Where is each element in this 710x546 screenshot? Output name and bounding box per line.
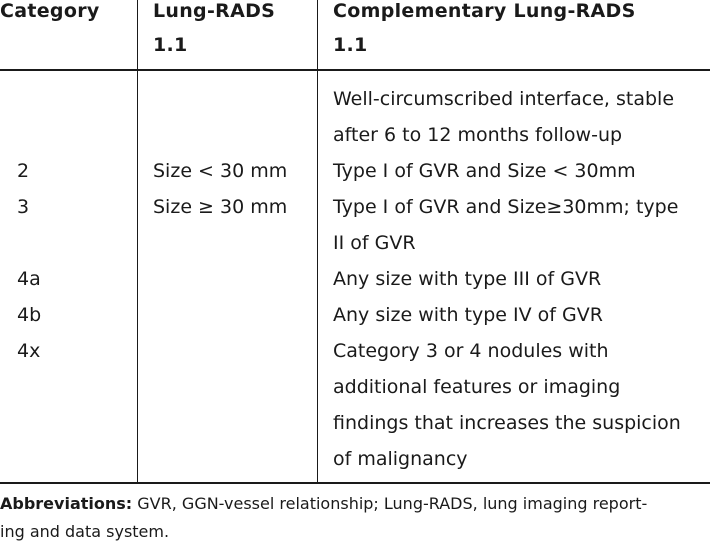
header-category: Category	[0, 0, 100, 22]
row-2-criteria-line1: Type I of GVR and Size≥30mm; type	[333, 196, 679, 218]
row-4-criteria: Any size with type IV of GVR	[333, 304, 603, 326]
row-1-size: Size < 30 mm	[153, 160, 288, 182]
header-lung-rads	[153, 0, 275, 62]
table-bottom-rule	[0, 482, 710, 484]
footnote-line1	[0, 490, 706, 518]
header-lung-rads-line2: 1.1	[153, 34, 188, 56]
row-5-criteria-line2: additional features or imaging	[333, 376, 621, 398]
footnote-label: Abbreviations:	[0, 494, 133, 513]
row-2-criteria-line2: II of GVR	[333, 232, 416, 254]
row-5-criteria-line4: of malignancy	[333, 448, 468, 470]
row-4-category: 4b	[17, 304, 42, 326]
row-5-criteria	[333, 333, 681, 477]
header-complementary-line1: Complementary Lung-RADS	[333, 0, 636, 22]
row-2-category: 3	[17, 196, 30, 218]
footnote	[0, 490, 706, 546]
row-3-criteria: Any size with type III of GVR	[333, 268, 602, 290]
row-1-category: 2	[17, 160, 30, 182]
row-5-category: 4x	[17, 340, 41, 362]
row-5-criteria-line3: findings that increases the suspicion	[333, 412, 681, 434]
row-5-criteria-line1: Category 3 or 4 nodules with	[333, 340, 609, 362]
header-bottom-rule	[0, 69, 710, 71]
row-0-criteria-line1: Well-circumscribed interface, stable	[333, 88, 675, 110]
header-lung-rads-line1: Lung-RADS	[153, 0, 276, 22]
row-3-category: 4a	[17, 268, 41, 290]
column-divider-1	[137, 0, 138, 484]
row-2-criteria	[333, 189, 678, 261]
row-1-criteria: Type I of GVR and Size < 30mm	[333, 160, 636, 182]
row-0-criteria-line2: after 6 to 12 months follow-up	[333, 124, 623, 146]
header-complementary	[333, 0, 636, 62]
footnote-line2: ing and data system.	[0, 522, 170, 541]
row-2-size: Size ≥ 30 mm	[153, 196, 288, 218]
column-divider-2	[317, 0, 318, 484]
header-complementary-line2: 1.1	[333, 34, 368, 56]
row-0-criteria	[333, 81, 674, 153]
footnote-text-1: GVR, GGN-vessel relationship; Lung-RADS, lung imaging report-	[137, 494, 648, 513]
